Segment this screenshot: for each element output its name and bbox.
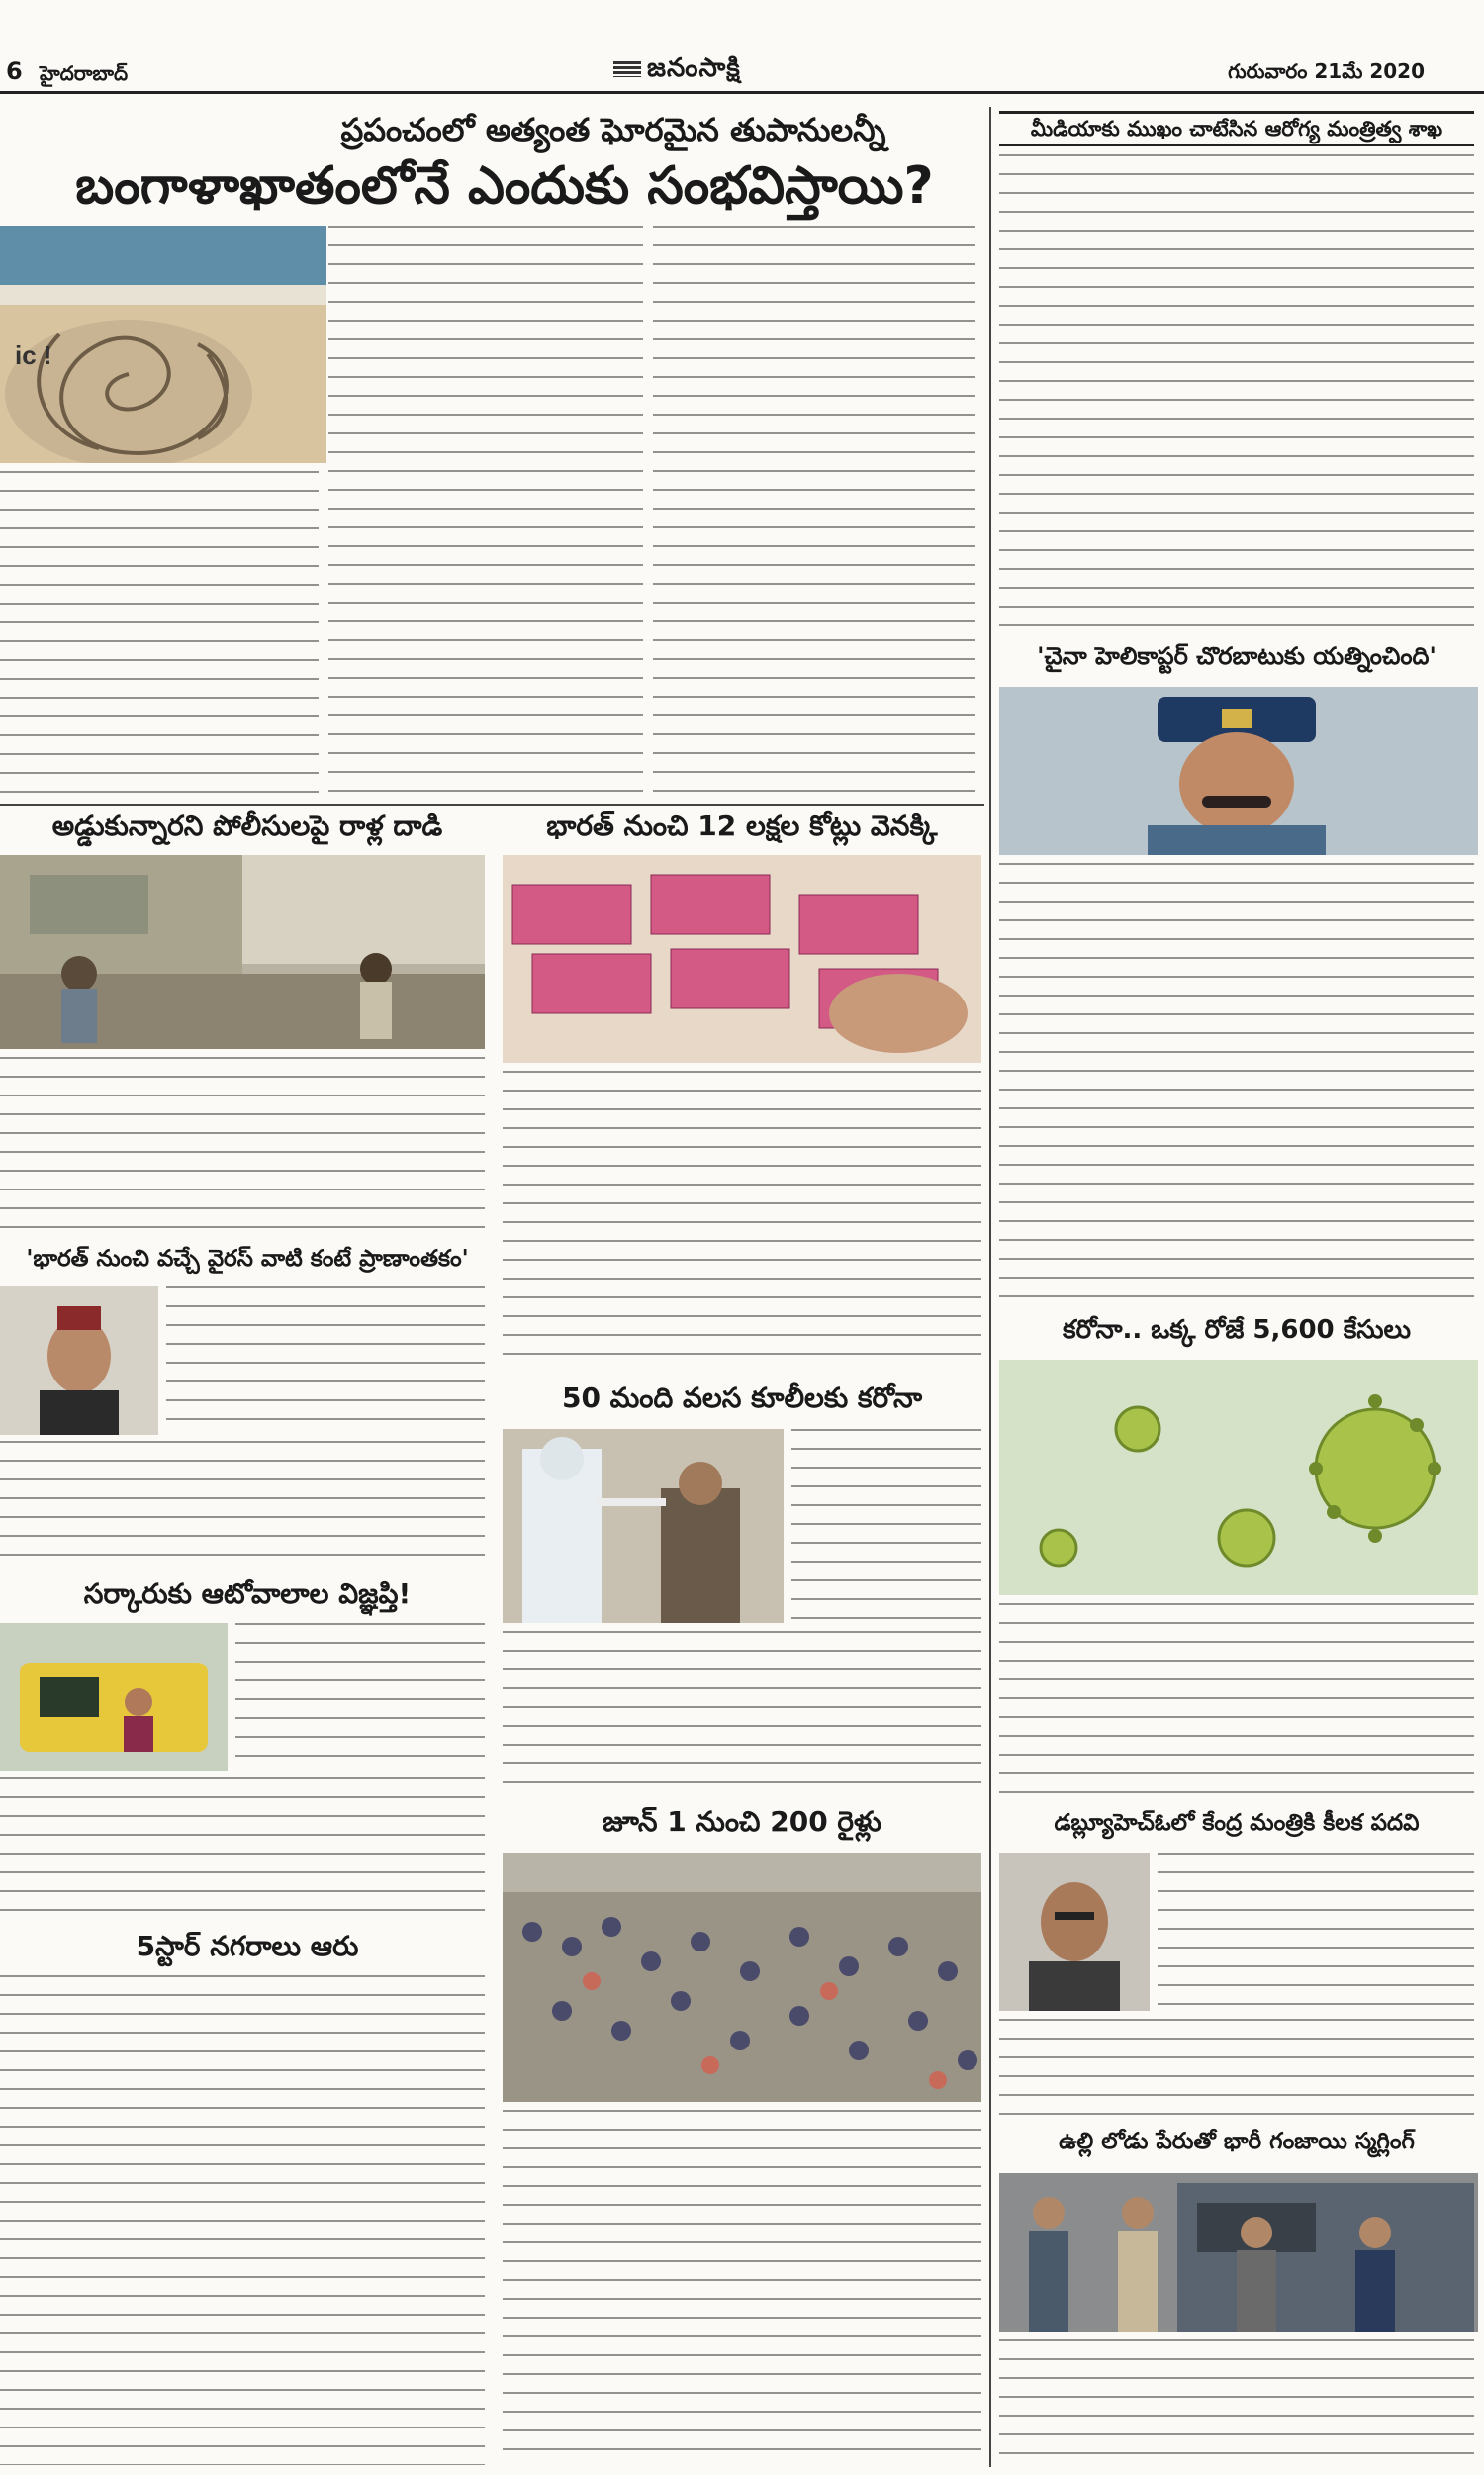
stone-pelting-photo: [0, 855, 485, 1049]
cyclone-sand-art-photo: [0, 226, 326, 463]
lead-kicker: ప్రపంచంలో అత్యంత ఘోరమైన తుపానులన్నీ: [340, 111, 886, 148]
nepal-pm-photo: [0, 1286, 158, 1435]
page-number: 6: [6, 57, 23, 85]
migrants-text: [503, 1631, 981, 1799]
lead-col-3-text: [653, 226, 975, 796]
china-helicopter-text: [999, 863, 1474, 1308]
migrants-text-right: [791, 1429, 981, 1623]
auto-drivers-text: [0, 1777, 485, 1926]
minister-portrait-image: [999, 1853, 1150, 2011]
who-post-text-right: [1158, 1853, 1474, 2013]
lead-headline: బంగాళాఖాతంలోనే ఎందుకు సంభవిస్తాయి?: [75, 156, 934, 216]
stone-pelting-headline: అడ్డుకున్నారని పోలీసులపై రాళ్ల దాడి: [51, 809, 443, 842]
nepal-virus-headline: 'భారత్ నుంచి వచ్చే వైరస్ వాటి కంటే ప్రాణాంతకం': [26, 1246, 469, 1272]
nepal-virus-text: [0, 1441, 485, 1571]
corona-5600-headline: కరోనా.. ఒక్క రోజే 5,600 కేసులు: [1063, 1315, 1411, 1345]
auto-drivers-text-right: [235, 1623, 485, 1773]
twelve-lakh-crore-headline: భారత్ నుంచి 12 లక్షల కోట్లు వెనక్కి: [546, 809, 938, 842]
logo-text: జనంసాక్షి: [647, 53, 741, 83]
newspaper-logo: [613, 53, 741, 89]
twelve-lakh-crore-text: [503, 1071, 981, 1372]
sand-art-image: [0, 226, 326, 463]
ganja-smuggling-text: [999, 2339, 1474, 2466]
air-chief-photo: [999, 687, 1478, 855]
stone-pelting-text: [0, 1057, 485, 1235]
migrants-photo: [503, 1429, 784, 1623]
ganja-smuggling-headline: ఉల్లి లోడు పేరుతో భారీ గంజాయి స్మగ్లింగ్: [1059, 2129, 1415, 2154]
auto-drivers-photo: [0, 1623, 228, 1771]
corona-5600-text: [999, 1603, 1474, 1801]
minister-photo: [999, 1853, 1150, 2011]
street-scene-image: [0, 855, 485, 1049]
auto-drivers-headline: సర్కారుకు ఆటోవాలాల విజ్ఞప్తి!: [83, 1577, 412, 1610]
migrants-corona-headline: 50 మంది వలస కూలీలకు కరోనా: [561, 1381, 923, 1414]
edition-city: హైదరాబాద్: [40, 61, 129, 85]
china-helicopter-headline: 'చైనా హెలికాప్టర్ చొరబాటుకు యత్నించింది': [1037, 642, 1437, 670]
officer-portrait-image: [999, 687, 1478, 855]
ganja-seizure-photo: [999, 2173, 1478, 2332]
june-trains-text: [503, 2110, 981, 2466]
logo-icon: [613, 61, 641, 77]
five-star-cities-text: [0, 1975, 485, 2465]
portrait-image: [0, 1286, 158, 1435]
masthead: [0, 0, 1484, 89]
health-ministry-text: [999, 154, 1474, 635]
who-post-text: [999, 2019, 1474, 2124]
june-trains-headline: జూన్ 1 నుంచి 200 రైళ్లు: [603, 1805, 881, 1838]
thermal-screening-image: [503, 1429, 784, 1623]
dateline: గురువారం 21మే 2020: [1228, 59, 1425, 83]
masthead-rule: [0, 91, 1484, 94]
lead-col-1-text: [0, 471, 319, 796]
currency-notes-image: [503, 855, 981, 1063]
lead-col-2-text: [328, 226, 643, 796]
virus-photo: [999, 1360, 1478, 1595]
who-post-headline: డబ్ల్యూహెచ్ఓలో కేంద్ర మంత్రికి కీలక పదవి: [1054, 1810, 1420, 1836]
nepal-virus-text-right: [166, 1286, 485, 1437]
coronavirus-image: [999, 1360, 1478, 1595]
crowd-photo: [503, 1853, 981, 2102]
police-truck-image: [999, 2173, 1478, 2332]
five-star-cities-headline: 5స్టార్ నగరాలు ఆరు: [136, 1930, 359, 1962]
section-rule: [0, 804, 984, 806]
column-divider: [989, 107, 991, 2467]
auto-rickshaw-image: [0, 1623, 228, 1771]
migrant-crowd-image: [503, 1853, 981, 2102]
health-ministry-headline: మీడియాకు ముఖం చాటేసిన ఆరోగ్య మంత్రిత్వ శాఖ: [999, 111, 1474, 146]
currency-photo: [503, 855, 981, 1063]
sand-art-text: ic !: [15, 340, 52, 370]
